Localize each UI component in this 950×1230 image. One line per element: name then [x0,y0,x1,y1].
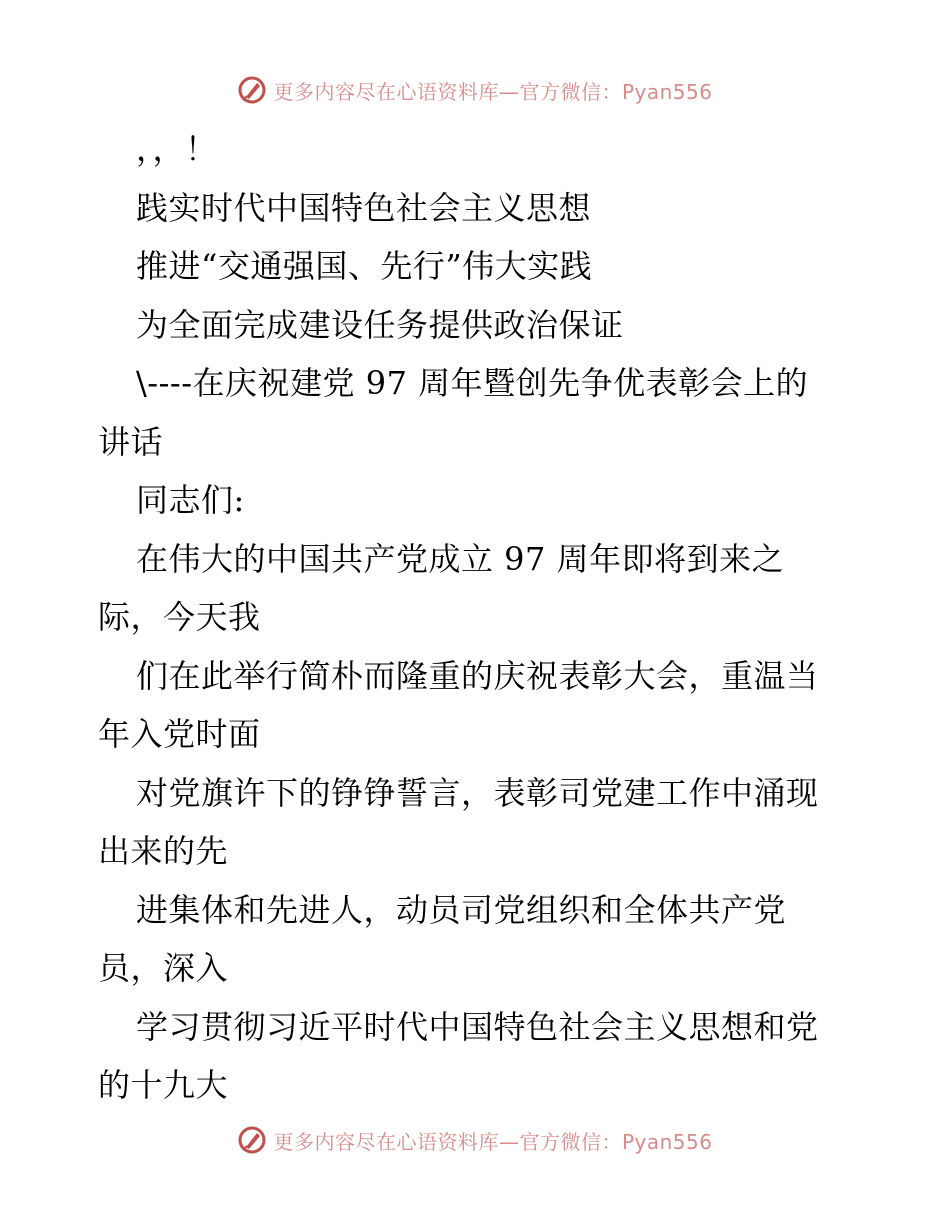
text-line: 推进“交通强国、先行”伟大实践 [136,247,593,285]
text-line: 讲话 [98,422,164,461]
footer-watermark [0,1120,950,1160]
text-line: 践实时代中国特色社会主义思想 [136,188,592,227]
watermark-text: 更多内容尽在心语资料库—官方微信：Pyan556 [273,1129,713,1154]
text-line: 在伟大的中国共产党成立 97 周年即将到来之 [136,539,785,578]
text-line: 年入党时面 [98,715,261,753]
pen-nib-logo-icon [237,75,267,105]
text-line: 同志们: [136,481,245,519]
pen-nib-logo-icon [237,1125,267,1155]
text-line: 学习贯彻习近平时代中国特色社会主义思想和党 [136,1007,819,1046]
text-line: 为全面完成建设任务提供政治保证 [136,305,624,344]
watermark-text: 更多内容尽在心语资料库—官方微信：Pyan556 [273,79,713,104]
text-line: 进集体和先进人，动员司党组织和全体共产党 [136,890,787,929]
text-line: 的十九大 [98,1066,229,1104]
header-watermark [0,70,950,110]
text-line: 际，今天我 [98,598,261,636]
text-line: 们在此举行简朴而隆重的庆祝表彰大会，重温当 [136,656,819,695]
text-line: 出来的先 [98,832,229,870]
text-line: \----在庆祝建党 97 周年暨创先争优表彰会上的 [136,364,809,402]
text-line: 对党旗许下的铮铮誓言，表彰司党建工作中涌现 [136,773,819,812]
text-line: 员，深入 [98,949,229,987]
document-body [98,120,858,1115]
text-line: ，，！ [136,130,218,168]
